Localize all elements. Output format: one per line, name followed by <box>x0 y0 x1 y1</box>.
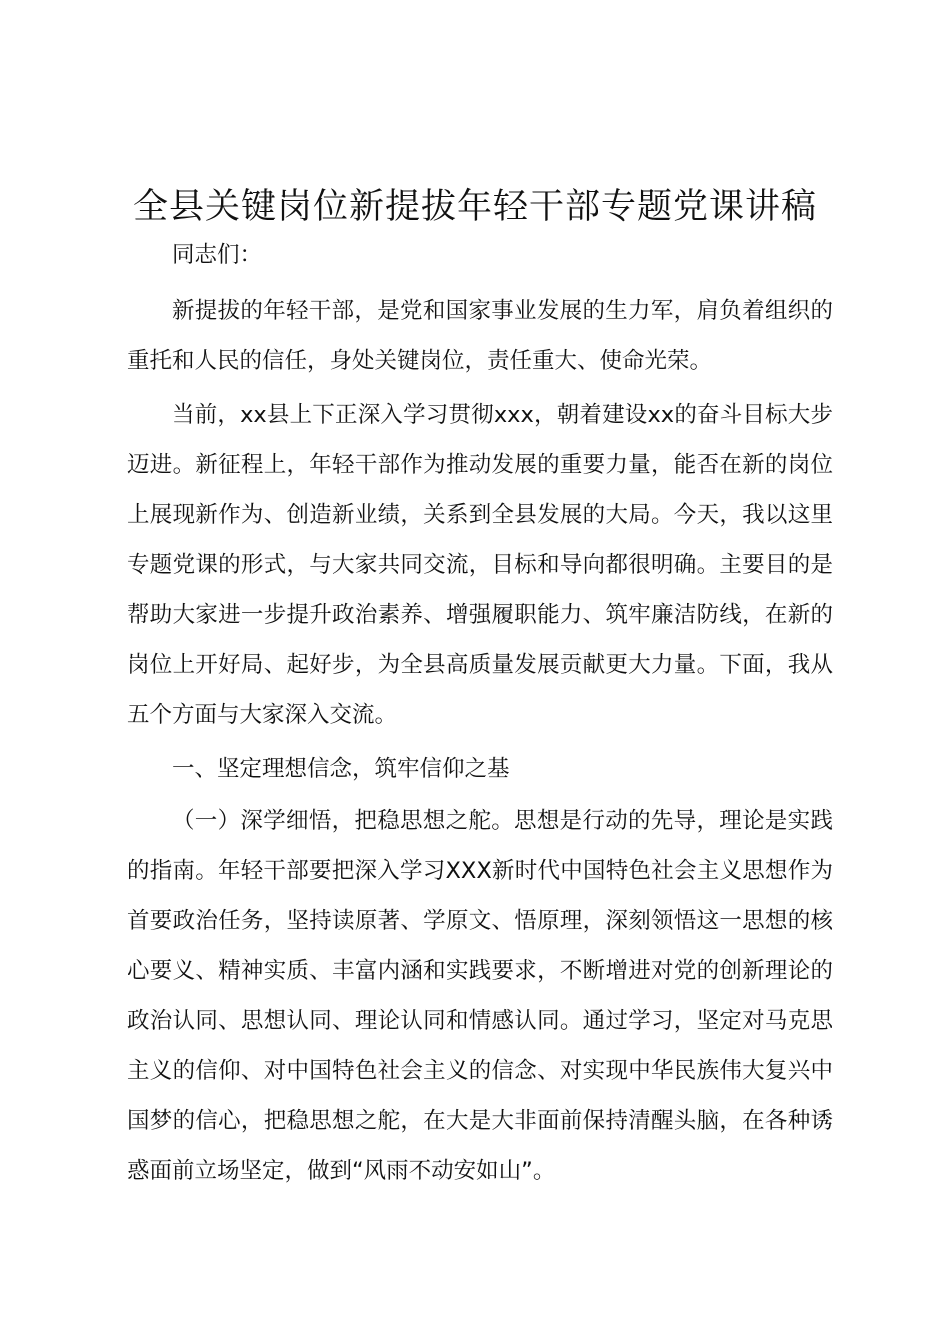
section-heading: 一、坚定理想信念，筑牢信仰之基 <box>172 756 510 782</box>
paragraph-intro: 新提拔的年轻干部，是党和国家事业发展的生力军，肩负着组织的重托和人民的信任，身处关键岗位，责任重大、使命光荣。 <box>127 298 833 374</box>
document-title: 全县关键岗位新提拔年轻干部专题党课讲稿 <box>132 187 817 227</box>
salutation: 同志们： <box>172 242 263 268</box>
document-body <box>127 230 833 1198</box>
paragraph-context: 当前，xx县上下正深入学习贯彻xxx，朝着建设xx的奋斗目标大步迈进。新征程上，年轻干部作为推动发展的重要力量，能否在新的岗位上展现新作为、创造新业绩，关系到全县发展的大局。今天，我以这里专题党课的形式，与大家共同交流，目标和导向都很明确。主要目的是帮助大家进一步提升政治素养、增强履职能力、筑牢廉洁防线，在新的岗位上开好局、起好步，为全县高质量发展贡献更大力量。下面，我从五个方面与大家深入交流。 <box>127 402 833 728</box>
subsection-paragraph: （一）深学细悟，把稳思想之舵。思想是行动的先导，理论是实践的指南。年轻干部要把深入学习XXX新时代中国特色社会主义思想作为首要政治任务，坚持读原著、学原文、悟原理，深刻领悟这一思想的核心要义、精神实质、丰富内涵和实践要求，不断增进对党的创新理论的政治认同、思想认同、理论认同和情感认同。通过学习，坚定对马克思主义的信仰、对中国特色社会主义的信念、对实现中华民族伟大复兴中国梦的信心，把稳思想之舵，在大是大非面前保持清醒头脑，在各种诱惑面前立场坚定，做到“风雨不动安如山”。 <box>127 808 833 1184</box>
